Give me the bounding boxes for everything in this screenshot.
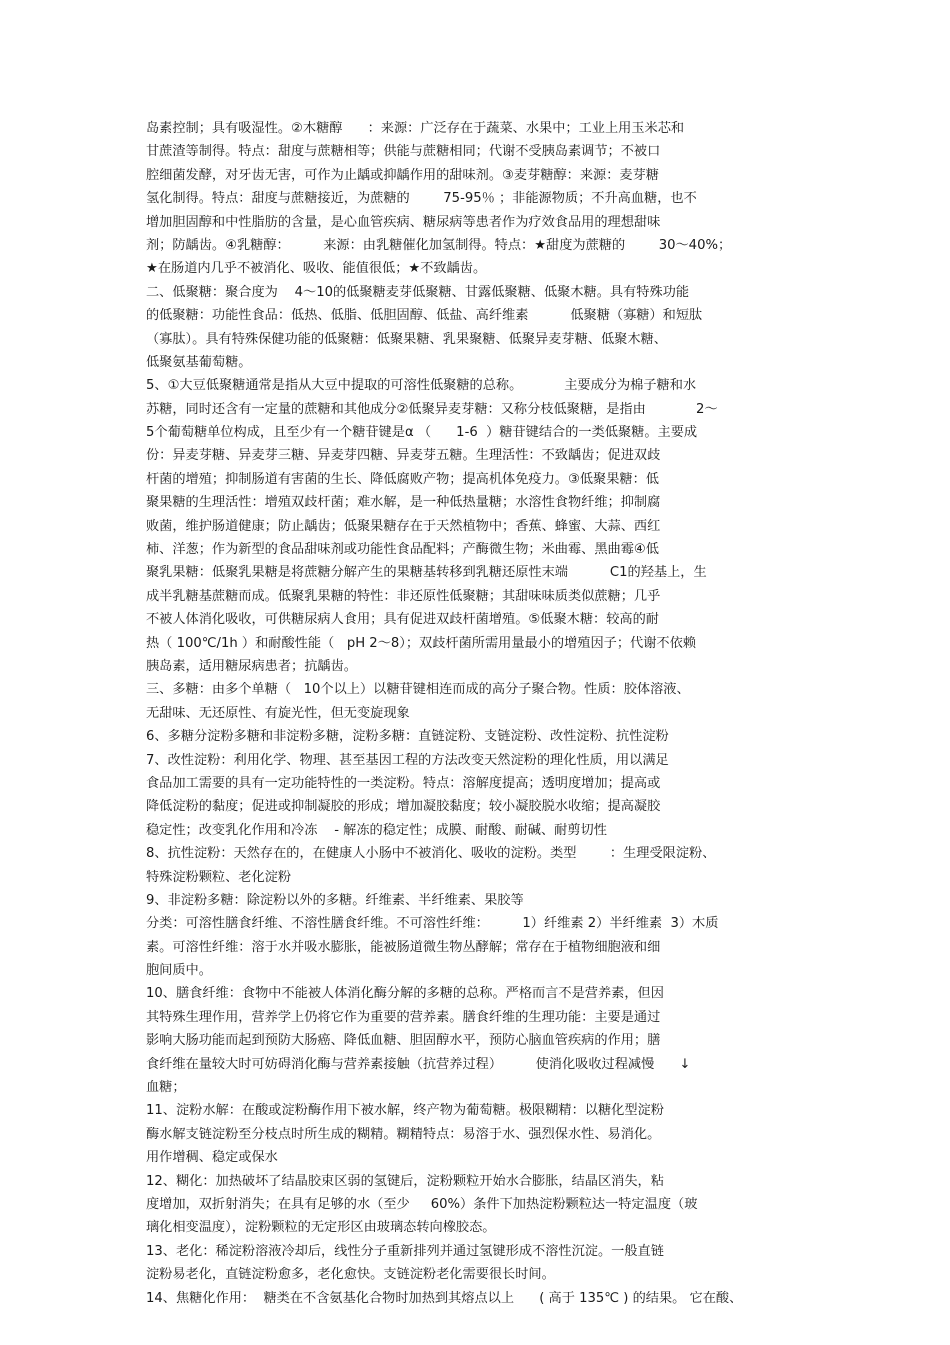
text-line: 低聚氨基葡萄糖。 bbox=[146, 354, 252, 370]
text-line: 9、非淀粉多糖：除淀粉以外的多糖。纤维素、半纤维素、果胶等 bbox=[146, 892, 524, 908]
text-line: 败菌，维护肠道健康；防止龋齿；低聚果糖存在于天然植物中；香蕉、蜂蜜、大蒜、西红 bbox=[146, 518, 661, 534]
text-line: 12、糊化：加热破坏了结晶胶束区弱的氢键后，淀粉颗粒开始水合膨胀，结晶区消失，粘 bbox=[146, 1173, 664, 1189]
text-line: 无甜味、无还原性、有旋光性，但无变旋现象 bbox=[146, 705, 410, 721]
text-line: 璃化相变温度），淀粉颗粒的无定形区由玻璃态转向橡胶态。 bbox=[146, 1220, 496, 1236]
text-line: 14、焦糖化作用： 糖类在不含氨基化合物时加热到其熔点以上 ( 高于 135℃ ) 的结果。 它在酸、 bbox=[146, 1290, 743, 1306]
text-line: 氢化制得。特点：甜度与蔗糖接近，为蔗糖的 75-95％ ；非能源物质；不升高血糖，也不 bbox=[146, 191, 697, 207]
text-line: 其特殊生理作用，营养学上仍将它作为重要的营养素。膳食纤维的生理功能：主要是通过 bbox=[146, 1009, 661, 1025]
text-line: 柿、洋葱；作为新型的食品甜味剂或功能性食品配料；产酶微生物；米曲霉、黑曲霉④低 bbox=[146, 542, 659, 558]
text-line: 11、淀粉水解：在酸或淀粉酶作用下被水解，终产物为葡萄糖。极限糊精：以糖化型淀粉 bbox=[146, 1103, 664, 1119]
text-line: （寡肽）。具有特殊保健功能的低聚糖：低聚果糖、乳果聚糖、低聚异麦芽糖、低聚木糖、 bbox=[146, 331, 667, 347]
text-line: 稳定性；改变乳化作用和冷冻 - 解冻的稳定性；成膜、耐酸、耐碱、耐剪切性 bbox=[146, 822, 607, 838]
text-line: 增加胆固醇和中性脂肪的含量，是心血管疾病、糖尿病等患者作为疗效食品用的理想甜味 bbox=[146, 214, 661, 230]
text-line: 5、①大豆低聚糖通常是指从大豆中提取的可溶性低聚糖的总称。 主要成分为棉子糖和水 bbox=[146, 378, 697, 394]
text-line: 杆菌的增殖；抑制肠道有害菌的生长、降低腐败产物；提高机体免疫力。③低聚果糖：低 bbox=[146, 471, 659, 487]
text-line: 三、多糖：由多个单糖（ 10个以上）以糖苷键相连而成的高分子聚合物。性质：胶体溶液、 bbox=[146, 682, 690, 698]
body-text bbox=[146, 117, 816, 1310]
text-line: ★在肠道内几乎不被消化、吸收、能值很低；★不致龋齿。 bbox=[146, 261, 487, 277]
text-line: 13、老化：稀淀粉溶液冷却后，线性分子重新排列并通过氢键形成不溶性沉淀。一般直链 bbox=[146, 1243, 664, 1259]
text-line: 影响大肠功能而起到预防大肠癌、降低血糖、胆固醇水平，预防心脑血管疾病的作用；膳 bbox=[146, 1033, 661, 1049]
text-line: 聚果糖的生理活性：增殖双歧杆菌；难水解，是一种低热量糖；水溶性食物纤维；抑制腐 bbox=[146, 495, 661, 511]
text-line: 不被人体消化吸收，可供糖尿病人食用；具有促进双歧杆菌增殖。⑤低聚木糖：较高的耐 bbox=[146, 612, 659, 628]
text-line: 剂；防龋齿。④乳糖醇： 来源：由乳糖催化加氢制得。特点：★甜度为蔗糖的 30～40%； bbox=[146, 237, 732, 253]
text-line: 淀粉易老化，直链淀粉愈多，老化愈快。支链淀粉老化需要很长时间。 bbox=[146, 1267, 555, 1283]
text-line: 用作增稠、稳定或保水 bbox=[146, 1150, 278, 1166]
text-line: 降低淀粉的黏度；促进或抑制凝胶的形成；增加凝胶黏度；较小凝胶脱水收缩；提高凝胶 bbox=[146, 799, 661, 815]
text-line: 食品加工需要的具有一定功能特性的一类淀粉。特点：溶解度提高；透明度增加；提高或 bbox=[146, 775, 661, 791]
text-line: 胰岛素，适用糖尿病患者；抗龋齿。 bbox=[146, 658, 357, 674]
text-line: 7、改性淀粉：利用化学、物理、甚至基因工程的方法改变天然淀粉的理化性质，用以满足 bbox=[146, 752, 669, 768]
text-line: 成半乳糖基蔗糖而成。低聚乳果糖的特性：非还原性低聚糖；其甜味味质类似蔗糖；几乎 bbox=[146, 588, 661, 604]
text-line: 热（ 100℃/1h ）和耐酸性能（ pH 2～8）；双歧杆菌所需用量最小的增殖因子；代谢不依赖 bbox=[146, 635, 696, 651]
text-line: 素。可溶性纤维：溶于水并吸水膨胀，能被肠道微生物丛酵解；常存在于植物细胞液和细 bbox=[146, 939, 661, 955]
text-line: 6、多糖分淀粉多糖和非淀粉多糖，淀粉多糖：直链淀粉、支链淀粉、改性淀粉、抗性淀粉 bbox=[146, 729, 669, 745]
text-line: 食纤维在量较大时可妨碍消化酶与营养素接触（抗营养过程） 使消化吸收过程减慢 ↓ bbox=[146, 1056, 691, 1072]
text-line: 酶水解支链淀粉至分枝点时所生成的糊精。糊精特点：易溶于水、强烈保水性、易消化。 bbox=[146, 1126, 661, 1142]
text-line: 10、膳食纤维：食物中不能被人体消化酶分解的多糖的总称。严格而言不是营养素，但因 bbox=[146, 986, 664, 1002]
text-line: 血糖； bbox=[146, 1080, 186, 1096]
text-line: 胞间质中。 bbox=[146, 963, 212, 979]
text-line: 8、抗性淀粉：天然存在的，在健康人小肠中不被消化、吸收的淀粉。类型 ：生理受限淀粉、 bbox=[146, 846, 716, 862]
text-line: 份：异麦芽糖、异麦芽三糖、异麦芽四糖、异麦芽五糖。生理活性：不致龋齿；促进双歧 bbox=[146, 448, 661, 464]
text-line: 度增加，双折射消失；在具有足够的水（至少 60%）条件下加热淀粉颗粒达一特定温度（玻 bbox=[146, 1196, 698, 1212]
text-line: 岛素控制；具有吸湿性。②木糖醇 ：来源：广泛存在于蔬菜、水果中；工业上用玉米芯和 bbox=[146, 121, 685, 136]
text-line: 的低聚糖：功能性食品：低热、低脂、低胆固醇、低盐、高纤维素 低聚糖（寡糖）和短肽 bbox=[146, 308, 703, 324]
text-line: 腔细菌发酵，对牙齿无害，可作为止龋或抑龋作用的甜味剂。③麦芽糖醇：来源：麦芽糖 bbox=[146, 167, 659, 183]
text-line: 聚乳果糖：低聚乳果糖是将蔗糖分解产生的果糖基转移到乳糖还原性末端 C1的羟基上，生 bbox=[146, 565, 707, 581]
text-line: 苏糖，同时还含有一定量的蔗糖和其他成分②低聚异麦芽糖：又称分枝低聚糖，是指由 2～ bbox=[146, 401, 718, 417]
text-line: 分类：可溶性膳食纤维、不溶性膳食纤维。不可溶性纤维： 1）纤维素 2）半纤维素 3）木质 bbox=[146, 916, 719, 932]
text-line: 甘蔗渣等制得。特点：甜度与蔗糖相等；供能与蔗糖相同；代谢不受胰岛素调节；不被口 bbox=[146, 144, 661, 160]
text-line: 特殊淀粉颗粒、老化淀粉 bbox=[146, 869, 292, 885]
text-line: 二、低聚糖：聚合度为 4～10的低聚糖麦芽低聚糖、甘露低聚糖、低聚木糖。具有特殊功能 bbox=[146, 284, 690, 300]
text-line: 5个葡萄糖单位构成，且至少有一个糖苷键是α （ 1-6 ）糖苷键结合的一类低聚糖。主要成 bbox=[146, 425, 698, 441]
